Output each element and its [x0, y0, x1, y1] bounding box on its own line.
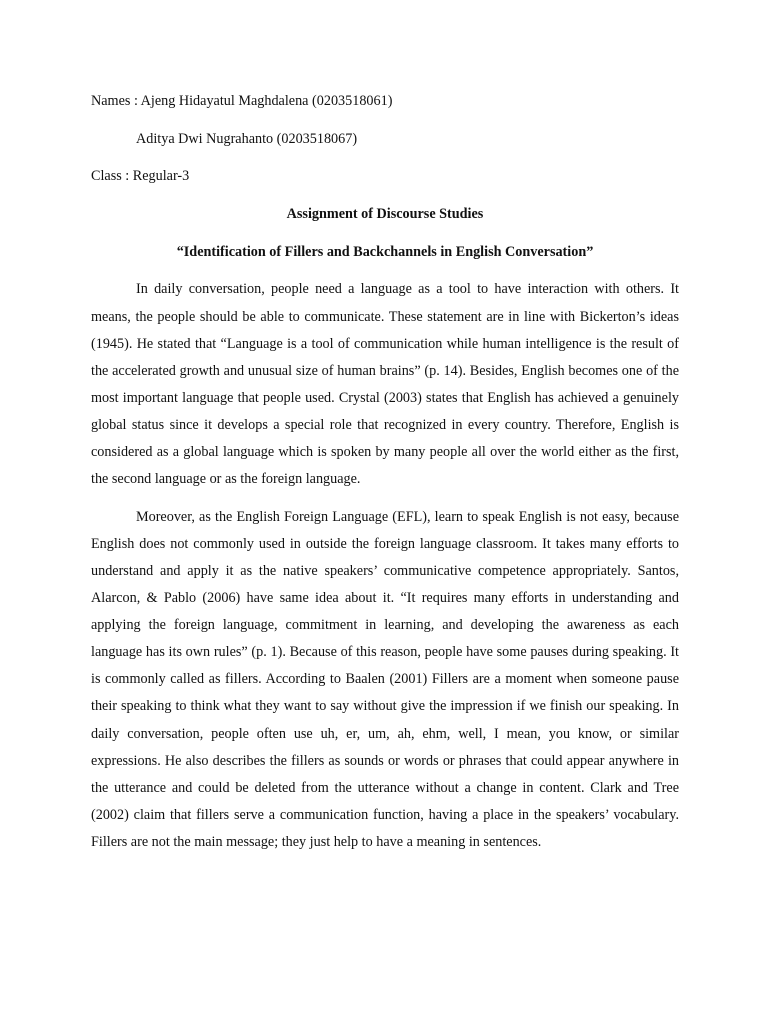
document-body — [91, 88, 679, 867]
second-author-line: Aditya Dwi Nugrahanto (0203518067) — [136, 130, 358, 147]
class-line: Class : Regular-3 — [91, 168, 190, 185]
paragraph-1: In daily conversation, people need a language as a tool to have interaction with others. It means, the people should be able to communicate. These statement are in line with Bickerton’s ideas (1945). He stated that “Language is a tool of communication while human intelligence is the result of the accelerated growth and unusual size of human brains” (p. 14). Besides, English becomes one of the most important language that people used. Crystal (2003) states that English has achieved a genuinely global status since it develops a special role that recognized in every country. Therefore, English is considered as a global language which is spoken by many people all over the world either as the first, the second language or as the foreign language. — [91, 281, 679, 488]
names-line: Names : Ajeng Hidayatul Maghdalena (0203518061) — [91, 93, 393, 109]
paper-title: “Identification of Fillers and Backchannels in English Conversation” — [176, 243, 594, 260]
assignment-title: Assignment of Discourse Studies — [286, 206, 484, 223]
paragraph-2: Moreover, as the English Foreign Language (EFL), learn to speak English is not easy, because English does not commonly used in outside the foreign language classroom. It takes many efforts to understand and apply it as the native speakers’ communicative competence appropriately. Santos, Alarcon, & Pablo (2006) have same idea about it. “It requires many efforts in understanding and applying the foreign language, commitment in learning, and developing the awareness as each language has its own rules” (p. 1). Because of this reason, people have some pauses during speaking. It is commonly called as fillers. According to Baalen (2001) Fillers are a moment when someone pause their speaking to think what they want to say without give the impression if we finish our speaking. In daily conversation, people often use uh, er, um, ah, ehm, well, I mean, you know, or similar expressions. He also describes the fillers as sounds or words or phrases that could appear anywhere in the utterance and could be deleted from the utterance without a change in content. Clark and Tree (2002) claim that fillers serve a communication function, having a place in the speakers’ vocabulary. Fillers are not the main message; they just help to have a meaning in sentences. — [91, 508, 679, 850]
